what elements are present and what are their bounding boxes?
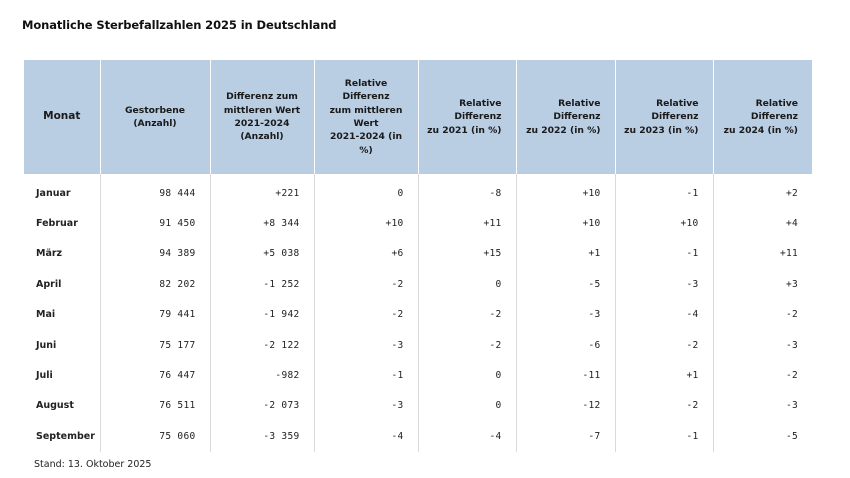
value-cell: +6	[314, 239, 418, 269]
value-cell: -1	[314, 360, 418, 390]
month-cell: August	[36, 400, 74, 412]
value-cell: -7	[516, 421, 615, 451]
value-cell: +4	[713, 208, 812, 238]
column-header-rel-diff-2023: Relative Differenz zu 2023 (in %)	[615, 60, 713, 174]
value-cell: -2 122	[210, 330, 314, 360]
column-header-diff-mean: Differenz zum mittleren Wert 2021-2024 (Anzahl)	[210, 60, 314, 174]
value-cell: -1	[615, 239, 713, 269]
value-cell: +3	[713, 269, 812, 299]
value-cell: +15	[418, 239, 516, 269]
table-row	[24, 421, 812, 451]
value-cell: +10	[314, 208, 418, 238]
value-cell: -2	[314, 300, 418, 330]
month-cell: April	[36, 278, 62, 290]
value-cell: -3	[516, 300, 615, 330]
value-cell: -2	[615, 391, 713, 421]
month-cell: Juni	[36, 339, 57, 351]
value-cell: 75 060	[100, 421, 210, 451]
table-row	[24, 330, 812, 360]
value-cell: +1	[615, 360, 713, 390]
table-row	[24, 208, 812, 238]
month-cell: Juli	[36, 370, 53, 382]
value-cell: -11	[516, 360, 615, 390]
value-cell: -1 252	[210, 269, 314, 299]
column-header-month: Monat	[24, 60, 100, 174]
value-cell: -4	[615, 300, 713, 330]
value-cell: -2 073	[210, 391, 314, 421]
value-cell: -3 359	[210, 421, 314, 451]
value-cell: -5	[516, 269, 615, 299]
value-cell: -1	[615, 174, 713, 208]
column-header-rel-diff-2024: Relative Differenz zu 2024 (in %)	[713, 60, 812, 174]
value-cell: -3	[713, 391, 812, 421]
value-cell: -2	[314, 269, 418, 299]
value-cell: -2	[418, 330, 516, 360]
value-cell: -4	[314, 421, 418, 451]
value-cell: +10	[516, 208, 615, 238]
month-cell: Mai	[36, 309, 56, 321]
value-cell: -3	[314, 330, 418, 360]
value-cell: +221	[210, 174, 314, 208]
value-cell: +5 038	[210, 239, 314, 269]
column-header-deaths: Gestorbene (Anzahl)	[100, 60, 210, 174]
value-cell: -3	[713, 330, 812, 360]
column-header-rel-diff-2021: Relative Differenz zu 2021 (in %)	[418, 60, 516, 174]
value-cell: -12	[516, 391, 615, 421]
value-cell: 76 447	[100, 360, 210, 390]
month-cell: März	[36, 248, 63, 260]
table-row	[24, 269, 812, 299]
month-cell: Februar	[36, 218, 78, 230]
table-row	[24, 391, 812, 421]
value-cell: +1	[516, 239, 615, 269]
table-row	[24, 360, 812, 390]
value-cell: 75 177	[100, 330, 210, 360]
value-cell: 98 444	[100, 174, 210, 208]
value-cell: -982	[210, 360, 314, 390]
value-cell: 0	[418, 391, 516, 421]
value-cell: -5	[713, 421, 812, 451]
table-row	[24, 239, 812, 269]
value-cell: -1 942	[210, 300, 314, 330]
month-cell: September	[36, 430, 95, 442]
value-cell: -2	[615, 330, 713, 360]
value-cell: 94 389	[100, 239, 210, 269]
value-cell: 0	[418, 360, 516, 390]
footnote-date: Stand: 13. Oktober 2025	[34, 459, 152, 470]
value-cell: -4	[418, 421, 516, 451]
value-cell: 76 511	[100, 391, 210, 421]
value-cell: +8 344	[210, 208, 314, 238]
month-cell: Januar	[36, 187, 71, 199]
value-cell: 0	[314, 174, 418, 208]
value-cell: -2	[713, 360, 812, 390]
value-cell: +10	[516, 174, 615, 208]
column-header-rel-diff-mean: Relative Differenz zum mittleren Wert 2021-2024 (in %)	[314, 60, 418, 174]
page-title: Monatliche Sterbefallzahlen 2025 in Deutschland	[22, 18, 337, 32]
value-cell: -1	[615, 421, 713, 451]
value-cell: +11	[418, 208, 516, 238]
value-cell: -6	[516, 330, 615, 360]
value-cell: -3	[615, 269, 713, 299]
value-cell: -8	[418, 174, 516, 208]
data-table	[24, 60, 812, 452]
table-row	[24, 174, 812, 208]
value-cell: 91 450	[100, 208, 210, 238]
value-cell: 79 441	[100, 300, 210, 330]
value-cell: 0	[418, 269, 516, 299]
table-body	[24, 174, 812, 452]
table-row	[24, 300, 812, 330]
value-cell: +10	[615, 208, 713, 238]
value-cell: -2	[418, 300, 516, 330]
value-cell: +11	[713, 239, 812, 269]
column-header-rel-diff-2022: Relative Differenz zu 2022 (in %)	[516, 60, 615, 174]
value-cell: 82 202	[100, 269, 210, 299]
table-header-row	[24, 60, 812, 174]
value-cell: +2	[713, 174, 812, 208]
value-cell: -3	[314, 391, 418, 421]
value-cell: -2	[713, 300, 812, 330]
